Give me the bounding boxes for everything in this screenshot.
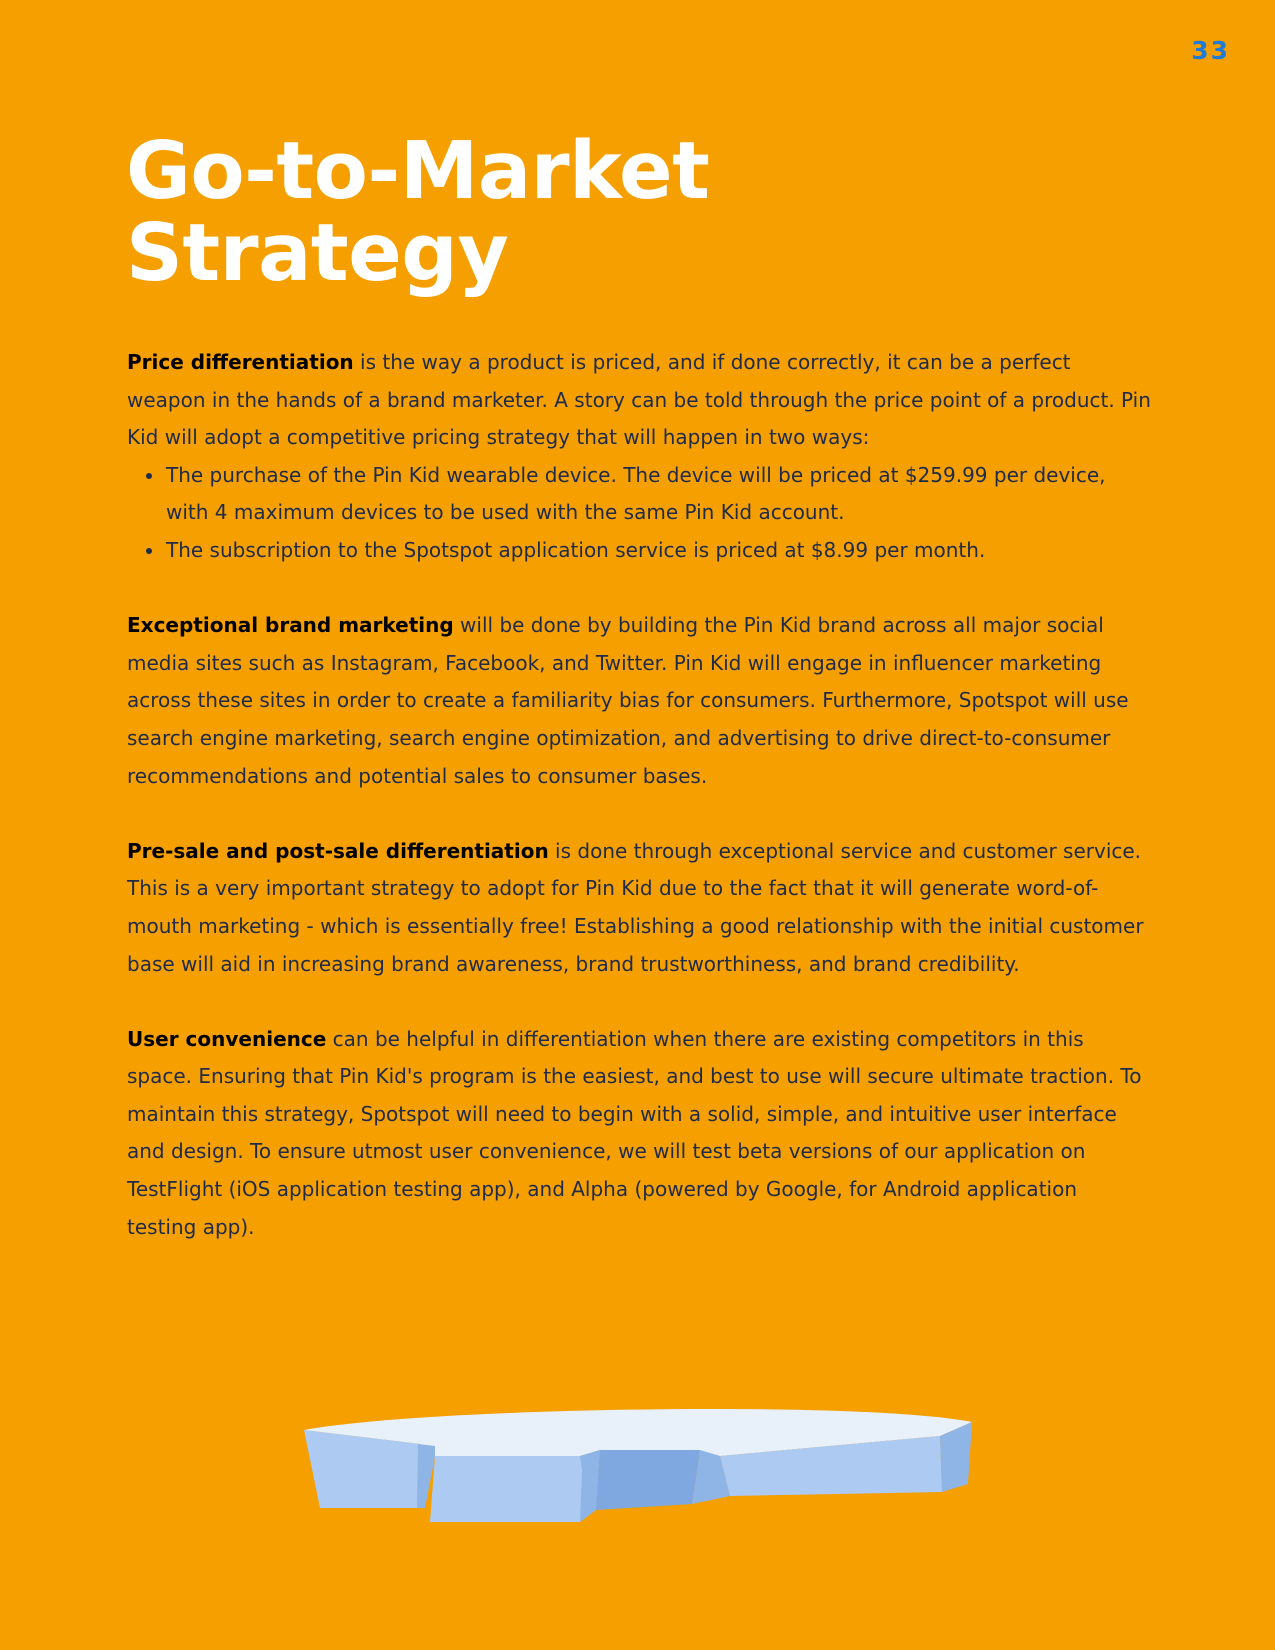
- page-title: [126, 125, 710, 299]
- presale-heading: Pre-sale and post-sale differentiation: [127, 838, 549, 863]
- convenience-paragraph: [127, 1021, 1152, 1247]
- price-text: is the way a product is priced, and if done correctly, it can be a perfect weapon in the hands of a brand marketer. A story can be told through the price point of a product. Pin Kid will adopt a competitive pricing strategy that will happen in two ways:: [127, 350, 1151, 450]
- page-title-line-1: Go-to-Market: [126, 125, 710, 217]
- price-paragraph: [127, 344, 1152, 457]
- page-number: 33: [1191, 36, 1230, 65]
- pricing-list: [127, 457, 1152, 570]
- brand-paragraph: [127, 607, 1152, 795]
- iceberg-middle-shadow: [580, 1450, 600, 1522]
- iceberg-notch: [596, 1450, 700, 1510]
- convenience-heading: User convenience: [127, 1026, 327, 1051]
- price-heading: Price differentiation: [127, 350, 354, 374]
- convenience-text: can be helpful in differentiation when there are existing competitors in this space. Ensuring that Pin Kid's program is the easiest, and best to use will secure ultimate traction. To maintain this strategy, Spotspot will need to begin with a solid, simple, and intuitive user interface and design. To ensure utmost user convenience, we will test beta versions of our application on TestFlight (iOS application testing app), and Alpha (powered by Google, for Android application testing app).: [127, 1026, 1142, 1239]
- body-content: [127, 344, 1152, 1246]
- page-title-line-2: Strategy: [126, 207, 509, 299]
- iceberg-icon: [300, 1400, 975, 1525]
- brand-text: will be done by building the Pin Kid brand across all major social media sites such as Instagram, Facebook, and Twitter. Pin Kid will engage in influencer marketing across these sites in order to create a familiarity bias for consumers. Furthermore, Spotspot will use search engine marketing, search engine optimization, and advertising to drive direct-to-consumer recommendations and potential sales to consumer bases.: [127, 613, 1129, 788]
- iceberg-middle-block: [430, 1450, 600, 1522]
- presale-paragraph: [127, 833, 1152, 983]
- brand-heading: Exceptional brand marketing: [127, 613, 454, 638]
- pricing-list-item: The purchase of the Pin Kid wearable device. The device will be priced at $259.99 per device, with 4 maximum devices to be used with the same Pin Kid account.: [166, 457, 1152, 532]
- pricing-list-item: The subscription to the Spotspot application service is priced at $8.99 per month.: [166, 532, 1152, 570]
- presale-text: is done through exceptional service and customer service. This is a very important strategy to adopt for Pin Kid due to the fact that it will generate word-of-mouth marketing - which is essentially free! Establishing a good relationship with the initial customer base will aid in increasing brand awareness, brand trustworthiness, and brand credibility.: [127, 838, 1144, 976]
